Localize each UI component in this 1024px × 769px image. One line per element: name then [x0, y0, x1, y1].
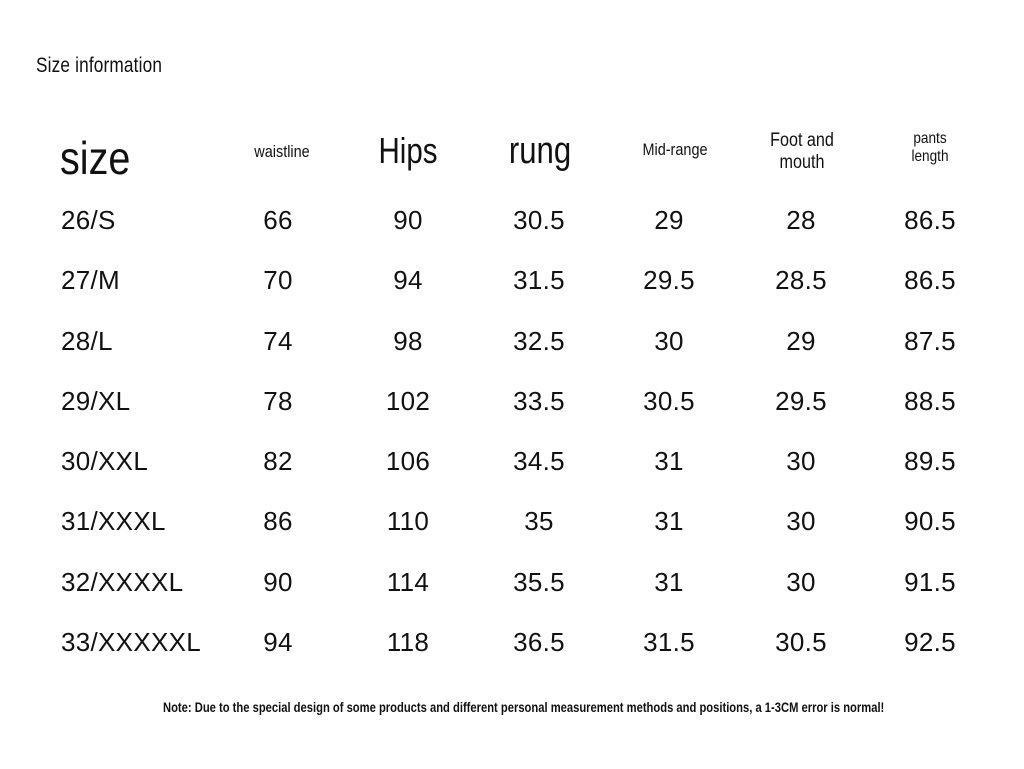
cell-size: 28/L — [61, 325, 113, 356]
page-title: Size information — [36, 54, 163, 77]
cell-rung: 35 — [524, 506, 554, 537]
cell-hips: 98 — [393, 325, 423, 356]
cell-foot-and-mouth: 30 — [786, 566, 816, 597]
cell-hips: 114 — [386, 566, 430, 597]
cell-pants-length: 90.5 — [904, 506, 956, 537]
size-table-body — [0, 190, 1024, 672]
cell-pants-length: 92.5 — [904, 627, 956, 658]
header-foot-and-mouth-line1: Foot and — [770, 130, 834, 151]
cell-hips: 90 — [393, 205, 423, 235]
cell-rung: 30.5 — [513, 205, 565, 235]
cell-foot-and-mouth: 30 — [786, 446, 816, 477]
cell-mid-range: 31.5 — [643, 627, 695, 658]
cell-waistline: 82 — [263, 446, 293, 477]
cell-size: 29/XL — [61, 385, 131, 416]
cell-rung: 32.5 — [513, 325, 565, 356]
cell-mid-range: 30 — [654, 325, 684, 356]
header-pants-length — [888, 130, 973, 167]
header-pants-length-line2: length — [911, 148, 949, 166]
cell-size: 31/XXXL — [61, 506, 166, 537]
cell-mid-range: 30.5 — [643, 385, 695, 416]
cell-rung: 36.5 — [513, 627, 565, 658]
header-size: size — [60, 132, 131, 184]
cell-foot-and-mouth: 29.5 — [775, 385, 827, 416]
header-mid-range: Mid-range — [642, 140, 708, 159]
table-row — [0, 612, 1024, 672]
cell-size: 33/XXXXXL — [61, 627, 202, 658]
cell-size: 27/M — [61, 265, 121, 296]
cell-waistline: 70 — [263, 265, 293, 296]
cell-hips: 102 — [385, 385, 431, 416]
cell-foot-and-mouth: 30 — [786, 506, 816, 537]
cell-mid-range: 31 — [654, 566, 684, 597]
header-rung: rung — [508, 130, 572, 172]
measurement-note: Note: Due to the special design of some products and different personal measurement methods and positions, a 1-3CM error is normal! — [163, 699, 885, 715]
cell-waistline: 74 — [263, 325, 293, 356]
cell-foot-and-mouth: 30.5 — [775, 627, 827, 658]
cell-pants-length: 86.5 — [904, 265, 956, 296]
cell-size: 26/S — [61, 205, 116, 235]
cell-pants-length: 86.5 — [904, 205, 956, 235]
cell-pants-length: 89.5 — [904, 446, 956, 477]
cell-rung: 34.5 — [513, 446, 565, 477]
cell-mid-range: 29.5 — [643, 265, 695, 296]
cell-waistline: 94 — [263, 627, 293, 658]
header-pants-length-line1: pants — [913, 130, 947, 147]
cell-waistline: 66 — [263, 205, 293, 235]
cell-waistline: 78 — [263, 385, 293, 416]
cell-foot-and-mouth: 28.5 — [775, 265, 827, 296]
cell-size: 30/XXL — [61, 446, 149, 477]
table-row — [0, 431, 1024, 491]
header-foot-and-mouth — [754, 130, 849, 174]
cell-hips: 94 — [393, 265, 423, 296]
table-row — [0, 250, 1024, 310]
table-row — [0, 311, 1024, 371]
cell-rung: 35.5 — [513, 566, 565, 597]
table-row — [0, 371, 1024, 431]
cell-waistline: 86 — [263, 506, 293, 537]
header-foot-and-mouth-line2: mouth — [779, 151, 825, 173]
cell-rung: 31.5 — [513, 265, 565, 296]
cell-foot-and-mouth: 28 — [786, 205, 816, 235]
table-row — [0, 491, 1024, 551]
cell-rung: 33.5 — [513, 385, 565, 416]
cell-mid-range: 31 — [654, 446, 684, 477]
cell-hips: 110 — [386, 506, 430, 537]
cell-hips: 118 — [386, 627, 430, 658]
cell-mid-range: 31 — [654, 506, 684, 537]
cell-pants-length: 87.5 — [904, 325, 956, 356]
cell-size: 32/XXXXL — [61, 566, 184, 597]
cell-hips: 106 — [385, 446, 431, 477]
table-row — [0, 552, 1024, 612]
header-hips: Hips — [378, 130, 438, 171]
cell-pants-length: 88.5 — [904, 385, 956, 416]
cell-pants-length: 91.5 — [904, 566, 956, 597]
cell-mid-range: 29 — [654, 205, 684, 235]
cell-foot-and-mouth: 29 — [786, 325, 816, 356]
cell-waistline: 90 — [263, 566, 293, 597]
table-row — [0, 190, 1024, 250]
header-waistline: waistline — [254, 142, 310, 161]
